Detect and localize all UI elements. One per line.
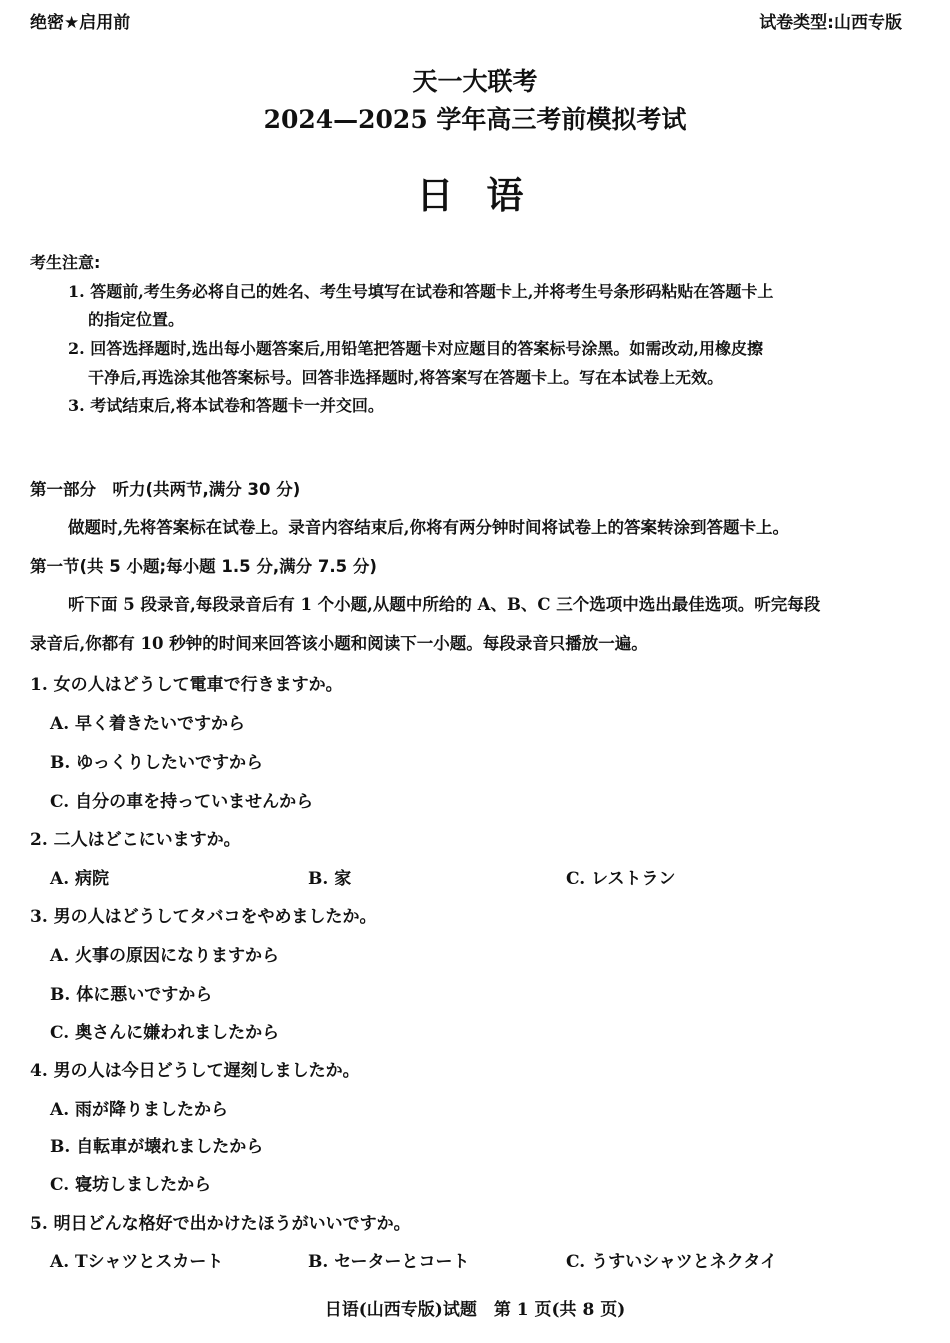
question-5-text: 5. 明日どんな格好で出かけたほうがいいですか。 bbox=[30, 1214, 411, 1234]
question-1-option-a: A. 早く着きたいですから bbox=[50, 714, 246, 734]
question-1-option-b: B. ゆっくりしたいですから bbox=[50, 753, 264, 773]
question-3-option-c: C. 奥さんに嫌われましたから bbox=[50, 1023, 280, 1043]
question-4-option-a: A. 雨が降りましたから bbox=[50, 1100, 229, 1120]
question-5-option-a: A. Tシャツとスカート bbox=[50, 1252, 224, 1272]
question-5-option-c: C. うすいシャツとネクタイ bbox=[566, 1252, 778, 1272]
question-3-text: 3. 男の人はどうしてタバコをやめましたか。 bbox=[30, 907, 377, 927]
page-footer: 日语(山西专版)试题 第 1 页(共 8 页) bbox=[324, 1300, 626, 1320]
notice-line: 3. 考试结束后,将本试卷和答题卡一并交回。 bbox=[68, 396, 384, 415]
paper-type-label: 试卷类型:山西专版 bbox=[759, 13, 902, 33]
question-4-option-b: B. 自転車が壊れましたから bbox=[50, 1137, 264, 1157]
notice-line: 1. 答题前,考生务必将自己的姓名、考生号填写在试卷和答题卡上,并将考生号条形码粘贴在答题卡上 bbox=[68, 282, 774, 301]
section-heading: 第一节(共 5 小题;每小题 1.5 分,满分 7.5 分) bbox=[30, 557, 377, 576]
section-instruction: 录音后,你都有 10 秒钟的时间来回答该小题和阅读下一小题。每段录音只播放一遍。 bbox=[30, 634, 648, 653]
subject-title: 日 语 bbox=[416, 174, 534, 217]
confidentiality-label: 绝密★启用前 bbox=[30, 13, 131, 33]
question-4-text: 4. 男の人は今日どうして遅刻しましたか。 bbox=[30, 1061, 360, 1081]
question-1-text: 1. 女の人はどうして電車で行きますか。 bbox=[30, 675, 343, 695]
section-instruction: 听下面 5 段录音,每段录音后有 1 个小题,从题中所给的 A、B、C 三个选项中选出最佳选项。听完每段 bbox=[68, 595, 821, 614]
question-4-option-c: C. 寝坊しましたから bbox=[50, 1175, 212, 1195]
question-1-option-c: C. 自分の車を持っていませんから bbox=[50, 792, 314, 812]
part-instruction: 做题时,先将答案标在试卷上。录音内容结束后,你将有两分钟时间将试卷上的答案转涂到答题卡上。 bbox=[68, 518, 789, 537]
part-heading: 第一部分 听力(共两节,满分 30 分) bbox=[30, 480, 301, 499]
exam-title: 2024—2025 学年高三考前模拟考试 bbox=[263, 105, 687, 134]
question-3-option-a: A. 火事の原因になりますから bbox=[50, 946, 280, 966]
question-2-option-c: C. レストラン bbox=[566, 869, 676, 889]
organization-title: 天一大联考 bbox=[412, 67, 538, 96]
question-2-text: 2. 二人はどこにいますか。 bbox=[30, 830, 241, 850]
question-5-option-b: B. セーターとコート bbox=[308, 1252, 470, 1272]
notice-line: 2. 回答选择题时,选出每小题答案后,用铅笔把答题卡对应题目的答案标号涂黑。如需改动,用橡皮擦 bbox=[68, 339, 763, 358]
question-3-option-b: B. 体に悪いですから bbox=[50, 985, 213, 1005]
question-2-option-b: B. 家 bbox=[308, 869, 352, 889]
notice-line: 的指定位置。 bbox=[88, 310, 185, 329]
question-2-option-a: A. 病院 bbox=[50, 869, 110, 889]
notice-line: 干净后,再选涂其他答案标号。回答非选择题时,将答案写在答题卡上。写在本试卷上无效。 bbox=[88, 368, 724, 387]
notice-heading: 考生注意: bbox=[30, 253, 101, 272]
